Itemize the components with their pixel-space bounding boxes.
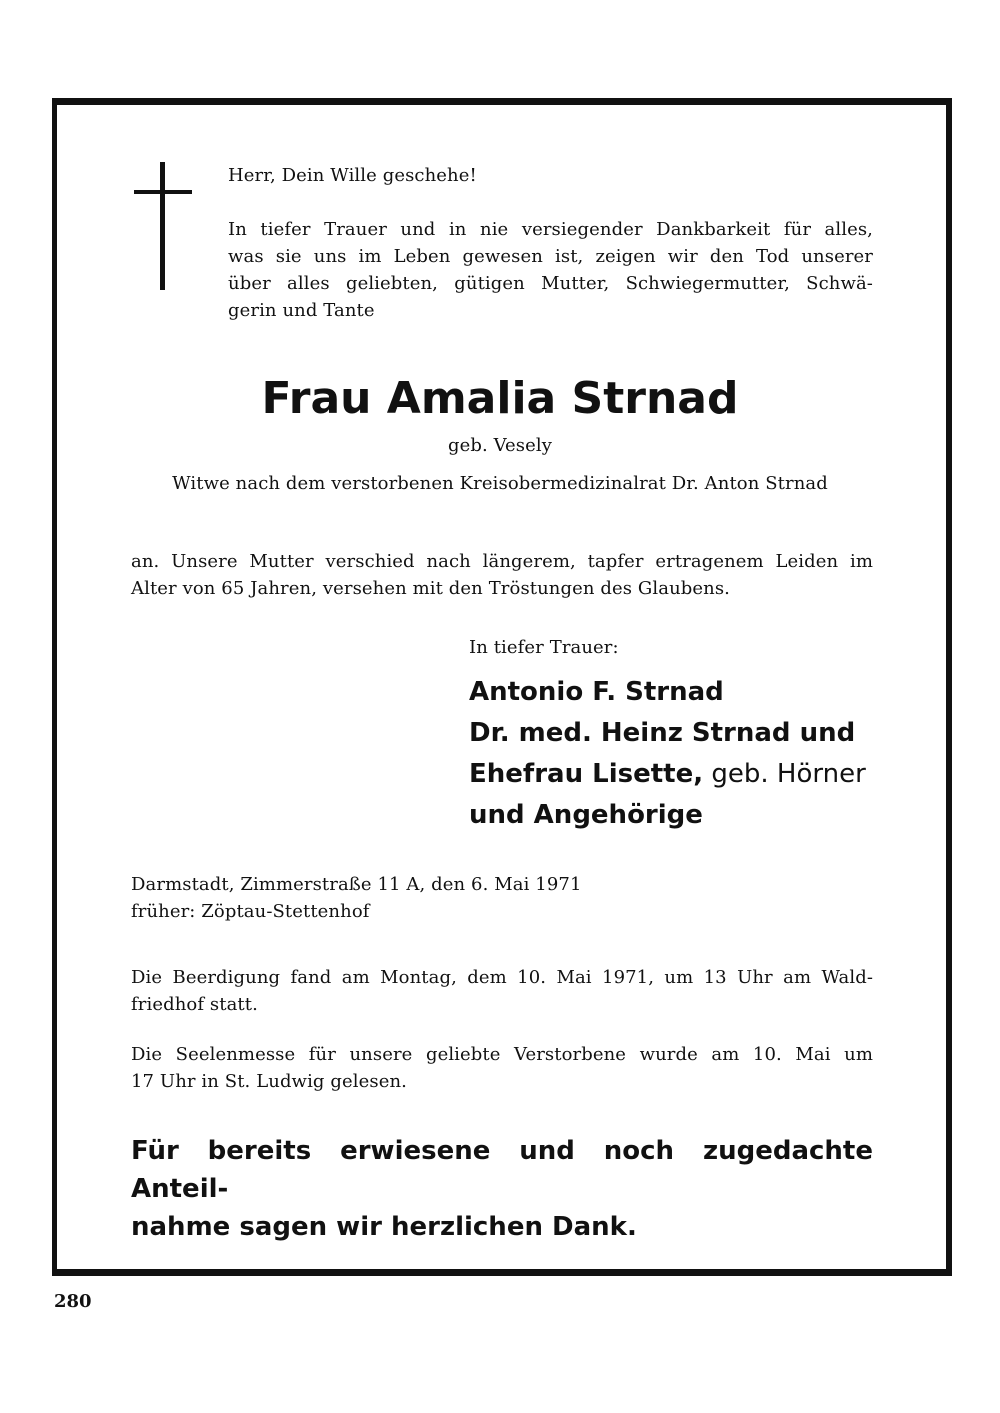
place-date-block: [131, 871, 582, 925]
formerly: früher: Zöptau-Stettenhof: [131, 901, 370, 922]
burial-line: friedhof statt.: [131, 994, 258, 1015]
deceased-name: Frau Amalia Strnad: [261, 373, 739, 424]
mourning-label: In tiefer Trauer:: [469, 637, 619, 658]
mourner-name: Ehefrau Lisette,: [469, 759, 704, 789]
mourner-line: Dr. med. Heinz Strnad und: [469, 718, 856, 748]
birth-name: geb. Vesely: [447, 435, 553, 456]
place-date: Darmstadt, Zimmerstraße 11 A, den 6. Mai 1971: [131, 874, 582, 895]
intro-line: über alles geliebten, gütigen Mutter, Schwiegermutter, Schwä-: [228, 273, 873, 294]
mourners-list: [469, 672, 866, 836]
widow-of: Witwe nach dem verstorbenen Kreisobermedizinalrat Dr. Anton Strnad: [172, 473, 828, 494]
mass-paragraph: [131, 1041, 873, 1095]
intro-line: gerin und Tante: [228, 300, 375, 321]
mourner-line: und Angehörige: [469, 800, 703, 830]
mass-line: 17 Uhr in St. Ludwig gelesen.: [131, 1071, 407, 1092]
motto: Herr, Dein Wille geschehe!: [228, 165, 477, 186]
death-paragraph: [131, 548, 873, 602]
mourner-line: Antonio F. Strnad: [469, 677, 724, 707]
thanks-line: Für bereits erwiesene und noch zugedachte Anteil-: [131, 1136, 873, 1204]
thanks-line: nahme sagen wir herzlichen Dank.: [131, 1212, 637, 1242]
death-line: an. Unsere Mutter verschied nach längerem, tapfer ertragenem Leiden im: [131, 551, 873, 572]
mass-line: Die Seelenmesse für unsere geliebte Verstorbene wurde am 10. Mai um: [131, 1044, 873, 1065]
burial-line: Die Beerdigung fand am Montag, dem 10. Mai 1971, um 13 Uhr am Wald-: [131, 967, 873, 988]
intro-line: was sie uns im Leben gewesen ist, zeigen wir den Tod unserer: [228, 246, 873, 267]
page-number: 280: [54, 1291, 92, 1312]
mourner-maiden-name: geb. Hörner: [703, 759, 866, 789]
death-line: Alter von 65 Jahren, versehen mit den Tröstungen des Glaubens.: [131, 578, 731, 599]
intro-paragraph: [228, 216, 873, 324]
mourner-line: [469, 754, 866, 795]
thanks-paragraph: [131, 1132, 873, 1246]
burial-paragraph: [131, 964, 873, 1018]
intro-line: In tiefer Trauer und in nie versiegender Dankbarkeit für alles,: [228, 219, 873, 240]
cross-icon: [134, 162, 192, 290]
